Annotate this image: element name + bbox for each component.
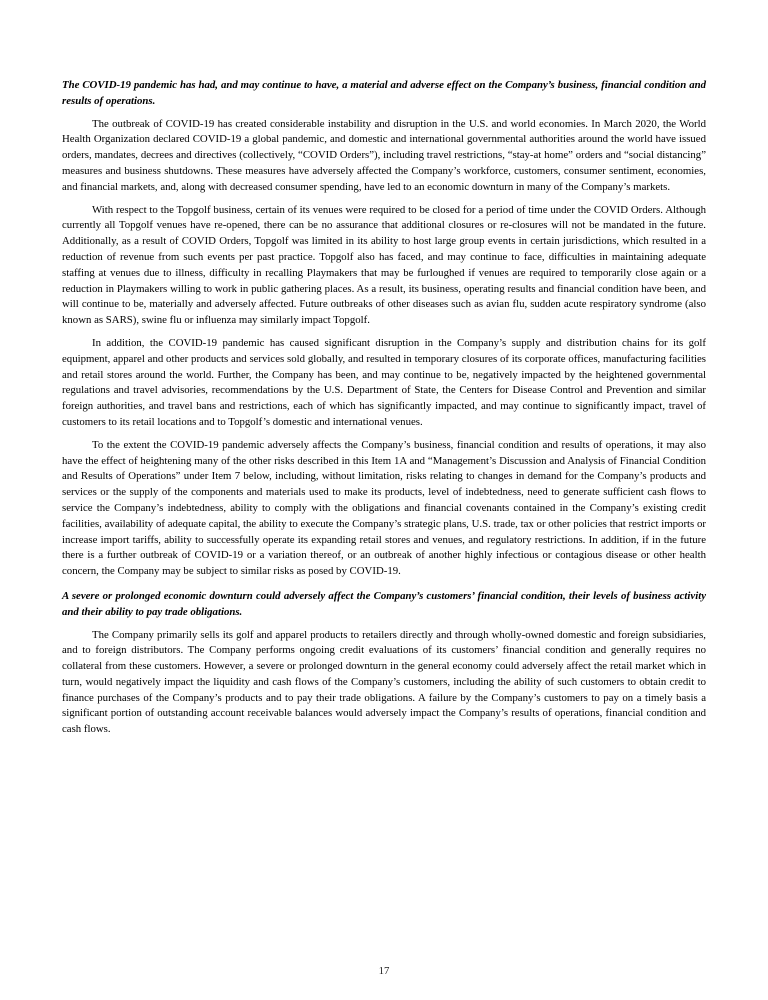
page-content [62, 78, 706, 738]
paragraph-customer-credit: The Company primarily sells its golf and apparel products to retailers directly and through wholly-owned domestic and foreign subsidiaries, and to foreign distributors. The Company performs ongoing credit evaluations of its customers’ financial condition and generally requires no collateral from these customers. However, a severe or prolonged downturn in the general economy could adversely affect the retail market which in turn, would negatively impact the liquidity and cash flows of the Company’s customers, including the ability of such customers to obtain credit to finance purchases of the Company’s products and to pay their trade obligations. A failure by the Company’s customers to pay on a timely basis a significant portion of outstanding account receivable balances would adversely impact the Company’s results of operations, financial condition and cash flows. [62, 628, 706, 736]
paragraph-topgolf-closures: With respect to the Topgolf business, certain of its venues were required to be closed for a period of time under the COVID Orders. Although currently all Topgolf venues have re-opened, there can be no assurance that additional closures or re-closures will not be mandated in the future. Additionally, as a result of COVID Orders, Topgolf was limited in its ability to host large group events in certain jurisdictions, which resulted in a reduction of revenue from such events per past practice. Topgolf also has faced, and may continue to face, difficulties in maintaining adequate staffing at venues due to illness, difficulty in recalling Playmakers that may be furloughed if venues are required to temporarily close again or a reduction in Playmakers willing to work in public gathering places. As a result, its business, operating results and financial condition have been, and will continue to be, materially and adversely affected. Future outbreaks of other diseases such as avian flu, sudden acute respiratory syndrome (also known as SARS), swine flu or influenza may similarly impact Topgolf. [62, 203, 706, 327]
page-number: 17 [378, 965, 390, 977]
risk-heading-economic-downturn: A severe or prolonged economic downturn could adversely affect the Company’s customers’ financial condition, their levels of business activity and their ability to pay trade obligations. [62, 589, 706, 618]
risk-heading-covid-pandemic: The COVID-19 pandemic has had, and may continue to have, a material and adverse effect on the Company’s business, financial condition and results of operations. [62, 79, 706, 107]
paragraph-heightened-risks: To the extent the COVID-19 pandemic adversely affects the Company’s business, financial condition and results of operations, it may also have the effect of heightening many of the other risks described in this Item 1A and “Management’s Discussion and Analysis of Financial Condition and Results of Operations” under Item 7 below, including, without limitation, risks relating to changes in demand for the Company’s products and services or the supply of the components and materials used to make its products, level of indebtedness, need to generate sufficient cash flows to service the Company’s indebtedness, ability to comply with the obligations and financial covenants contained in the Company’s existing credit facilities, availability of adequate capital, the ability to execute the Company’s strategic plans, U.S. trade, tax or other policies that restrict imports or increase import tariffs, ability to successfully operate its expanding retail stores and venues, and regulatory restrictions. In addition, if in the future there is a further outbreak of COVID-19 or a variation thereof, or an outbreak of another highly infectious or contagious disease or other health concern, the Company may be subject to similar risks as posed by COVID-19. [62, 438, 706, 578]
paragraph-supply-chain-disruption: In addition, the COVID-19 pandemic has caused significant disruption in the Company’s supply and distribution chains for its golf equipment, apparel and other products and services sold globally, and resulted in temporary closures of its corporate offices, manufacturing facilities and retail stores around the world. Further, the Company has been, and may continue to be, negatively impacted by the heightened governmental regulations and travel advisories, recommendations by the U.S. Department of State, the Centers for Disease Control and Prevention and similar foreign authorities, and travel bans and restrictions, each of which has significantly impacted, and may continue to significantly impact, travel of customers to its retail locations and to Topgolf’s domestic and international venues. [62, 336, 706, 428]
paragraph-covid-outbreak: The outbreak of COVID-19 has created considerable instability and disruption in the U.S. and world economies. In March 2020, the World Health Organization declared COVID-19 a global pandemic, and domestic and international governmental authorities around the world have issued orders, mandates, decrees and directives (collectively, “COVID Orders”), including travel restrictions, “stay-at home” orders and “social distancing” measures and business shutdowns. These measures have adversely affected the Company’s workforce, customers, consumer sentiment, economies, and financial markets, and, along with decreased consumer spending, have led to an economic downturn in many of the Company’s markets. [62, 117, 706, 193]
